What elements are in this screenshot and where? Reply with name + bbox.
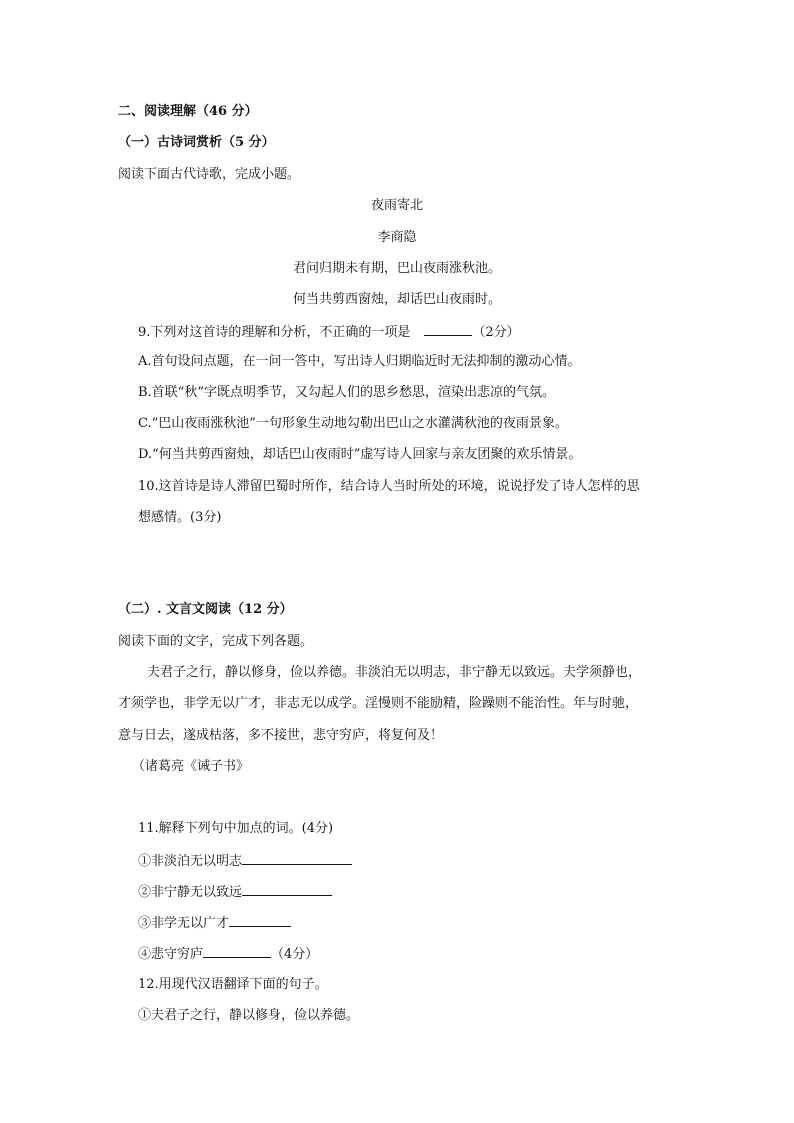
part1-instruction: 阅读下面古代诗歌，完成小题。 (118, 167, 301, 182)
option-a: A.首句设问点题，在一问一答中，写出诗人归期临近时无法抑制的激动心情。 (138, 354, 581, 369)
poem-title: 夜雨寄北 (370, 198, 423, 213)
answer-blank[interactable] (242, 850, 352, 865)
question-10-line-1: 10.这首诗是诗人滞留巴蜀时所作，结合诗人当时所处的环境，说说抒发了诗人怎样的思 (138, 479, 640, 494)
question-9-score: （2分） (472, 325, 520, 340)
question-12: 12.用现代汉语翻译下面的句子。 (138, 977, 328, 992)
part2-heading: （二）. 文言文阅读（12 分） (118, 602, 293, 617)
section-heading: 二、阅读理解（46 分） (118, 104, 258, 119)
part1-heading: （一）古诗词赏析（5 分） (118, 135, 275, 150)
question-11-item-4 (138, 943, 318, 965)
option-d: D.“何当共剪西窗烛，却话巴山夜雨时”虚写诗人回家与亲友团聚的欢乐情景。 (138, 447, 582, 462)
item-text: ②非宁静无以致远 (138, 885, 243, 900)
answer-blank[interactable] (424, 321, 472, 336)
passage-line-2: 才须学也，非学无以广才，非志无以成学。淫慢则不能励精，险躁则不能治性。年与时驰， (118, 696, 639, 711)
passage-source: （诸葛亮《诫子书》 (132, 759, 250, 774)
question-11-item-3 (138, 912, 291, 934)
item-text: ③非学无以广才 (138, 916, 230, 931)
question-11-item-1 (138, 850, 352, 872)
question-9 (138, 321, 520, 343)
option-b: B.首联“秋”字既点明季节，又勾起人们的思乡愁思，渲染出悲凉的气氛。 (138, 385, 555, 400)
answer-blank[interactable] (229, 912, 291, 927)
passage-line-1: 夫君子之行，静以修身，俭以养德。非淡泊无以明志，非宁静无以致远。夫学须静也， (147, 665, 642, 680)
question-11-item-2 (138, 881, 332, 903)
poem-line-1: 君问归期未有期，巴山夜雨涨秋池。 (292, 261, 501, 276)
option-c: C.“巴山夜雨涨秋池”一句形象生动地勾勒出巴山之水灌满秋池的夜雨景象。 (138, 416, 568, 431)
answer-blank[interactable] (242, 881, 332, 896)
item-text: ④悲守穷庐 (138, 947, 204, 962)
question-12-item-1: ①夫君子之行，静以修身，俭以养德。 (138, 1008, 360, 1023)
part2-instruction: 阅读下面的文字，完成下列各题。 (118, 634, 314, 649)
question-11: 11.解释下列句中加点的词。(4分) (138, 821, 334, 836)
passage-line-3: 意与日去，遂成枯落，多不接世，悲守穷庐，将复何及！ (118, 728, 444, 743)
item-score: （4分） (271, 947, 319, 962)
question-10-line-2: 想感情。(3分) (138, 510, 222, 525)
question-9-stem: 9.下列对这首诗的理解和分析，不正确的一项是 (138, 325, 411, 340)
poem-line-2: 何当共剪西窗烛，却话巴山夜雨时。 (292, 292, 501, 307)
item-text: ①非淡泊无以明志 (138, 854, 243, 869)
answer-blank[interactable] (203, 943, 271, 958)
poem-author: 李商隐 (377, 230, 417, 245)
